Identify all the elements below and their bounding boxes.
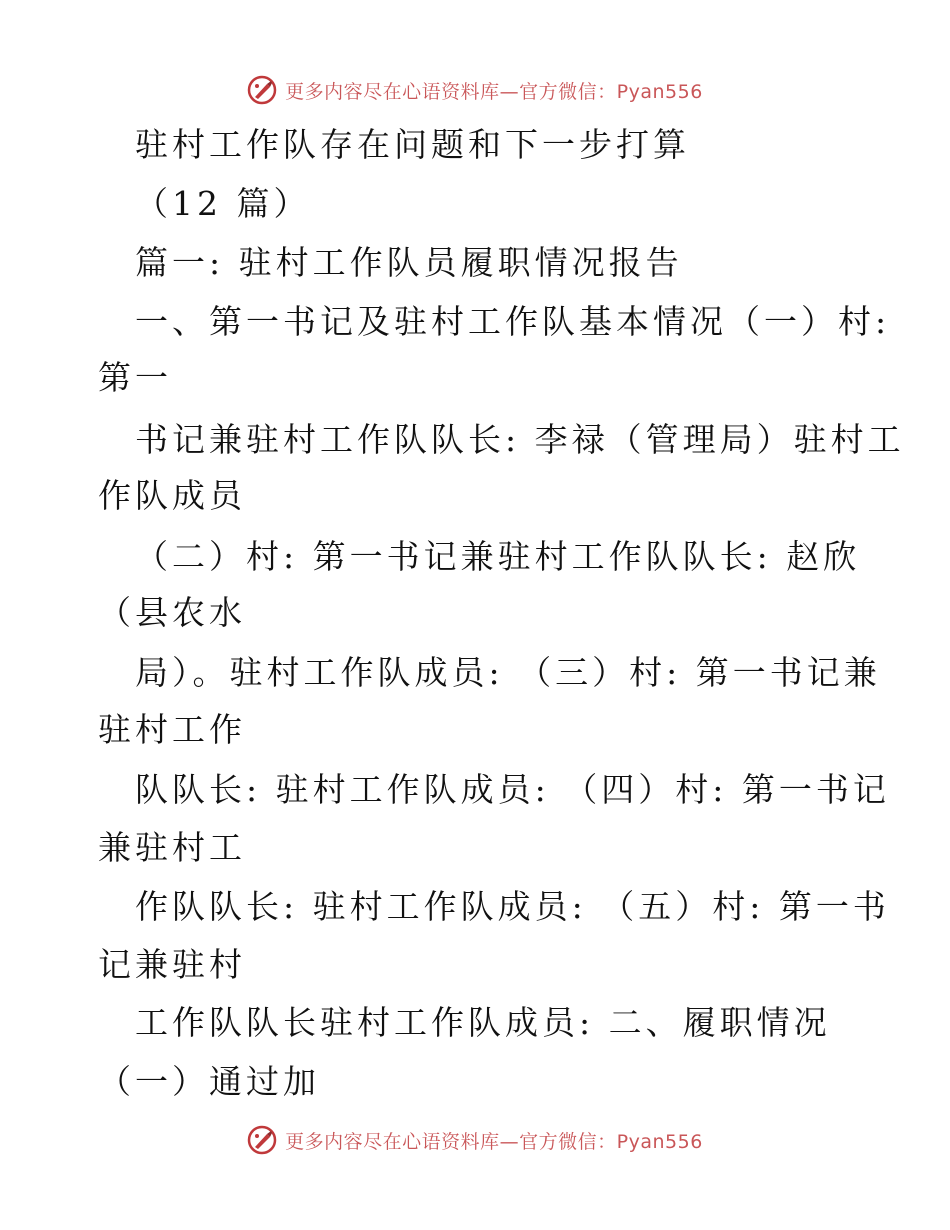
- paragraph-line: 记兼驻村: [98, 945, 246, 984]
- document-title: 驻村工作队存在问题和下一步打算: [135, 125, 690, 164]
- paragraph-line: 工作队队长驻村工作队成员: 二、履职情况: [135, 1003, 831, 1042]
- paragraph-line: 书记兼驻村工作队队长: 李禄（管理局）驻村工: [135, 420, 905, 459]
- paragraph-line: 作队成员: [98, 476, 246, 515]
- section-heading: 篇一: 驻村工作队员履职情况报告: [135, 243, 683, 282]
- paragraph-line: 局）。驻村工作队成员: （三）村: 第一书记兼: [135, 653, 881, 692]
- watermark-text: 更多内容尽在心语资料库—官方微信：Pyan556: [285, 1130, 703, 1153]
- paragraph-line: （县农水: [98, 593, 246, 632]
- fountain-pen-logo-icon: [247, 1125, 277, 1155]
- paragraph-line: 第一: [98, 358, 172, 397]
- paragraph-line: 队队长: 驻村工作队成员: （四）村: 第一书记: [135, 770, 890, 809]
- watermark-text: 更多内容尽在心语资料库—官方微信：Pyan556: [285, 80, 703, 103]
- paragraph-line: 作队队长: 驻村工作队成员: （五）村: 第一书: [135, 887, 890, 926]
- paragraph-line: 一、第一书记及驻村工作队基本情况（一）村:: [135, 302, 891, 341]
- paragraph-line: （一）通过加: [98, 1062, 320, 1101]
- paragraph-line: 兼驻村工: [98, 828, 246, 867]
- fountain-pen-logo-icon: [247, 75, 277, 105]
- footer-watermark: [0, 1120, 950, 1160]
- paragraph-line: （二）村: 第一书记兼驻村工作队队长: 赵欣: [135, 537, 861, 576]
- paragraph-line: 驻村工作: [98, 710, 246, 749]
- document-subtitle: （12 篇）: [135, 184, 311, 223]
- header-watermark: [0, 70, 950, 110]
